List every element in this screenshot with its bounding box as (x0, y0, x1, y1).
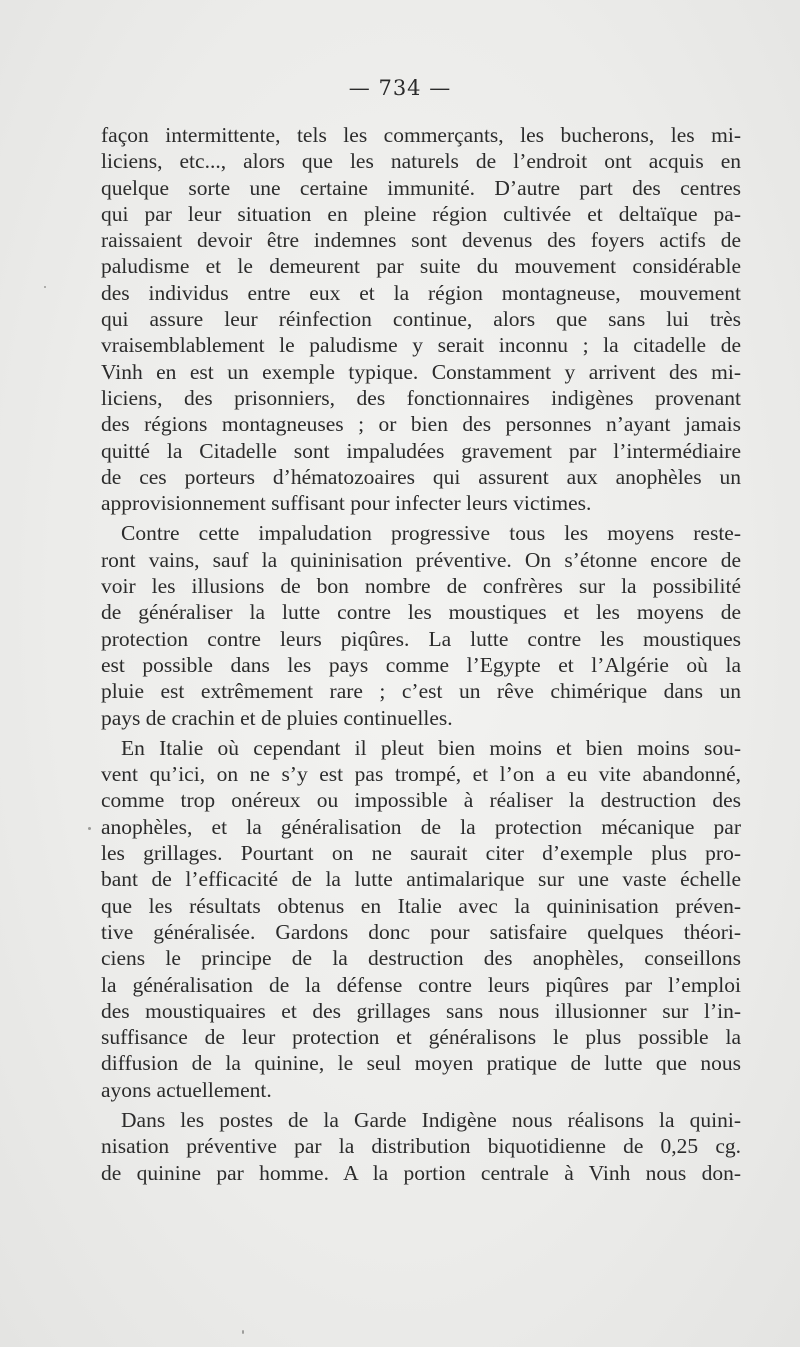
text-line: les grillages. Pourtant on ne saurait citer d’exemple plus pro- (101, 841, 741, 866)
text-line: des individus entre eux et la région montagneuse, mouvement (101, 280, 741, 305)
text-line: nisation préventive par la distribution biquotidienne de 0,25 cg. (101, 1134, 741, 1159)
text-line: protection contre leurs piqûres. La lutte contre les moustiques (101, 626, 741, 651)
text-line: tive généralisée. Gardons donc pour satisfaire quelques théori- (101, 919, 741, 944)
text-line: En Italie où cependant il pleut bien moins et bien moins sou- (121, 735, 741, 760)
text-line: vent qu’ici, on ne s’y est pas trompé, et l’on a eu vite abandonné, (101, 762, 741, 787)
text-line: raissaient devoir être indemnes sont devenus des foyers actifs de (101, 228, 741, 253)
paragraph (101, 735, 741, 1103)
text-line: pluie est extrêmement rare ; c’est un rêve chimérique dans un (101, 679, 741, 704)
text-line: bant de l’efficacité de la lutte antimalarique sur une vaste échelle (101, 867, 741, 892)
text-line: Vinh en est un exemple typique. Constamment y arrivent des mi- (101, 359, 741, 384)
paragraph (101, 520, 741, 730)
text-line: de quinine par homme. A la portion centrale à Vinh nous don- (101, 1160, 741, 1185)
text-line: Dans les postes de la Garde Indigène nous réalisons la quini- (121, 1107, 741, 1132)
text-line: la généralisation de la défense contre leurs piqûres par l’emploi (101, 972, 741, 997)
text-line: anophèles, et la généralisation de la protection mécanique par (101, 814, 741, 839)
text-line: pays de crachin et de pluies continuelles. (101, 705, 453, 730)
text-line: diffusion de la quinine, le seul moyen pratique de lutte que nous (101, 1051, 741, 1076)
page-number: — 734 — (348, 76, 452, 100)
text-line: que les résultats obtenus en Italie avec la quininisation préven- (101, 893, 741, 918)
text-line: est possible dans les pays comme l’Egypte et l’Algérie où la (101, 652, 741, 677)
ink-speck (88, 827, 91, 830)
paragraph (101, 1107, 741, 1186)
body-text (101, 122, 741, 1186)
text-line: qui assure leur réinfection continue, alors que sans lui très (101, 307, 741, 332)
text-line: façon intermittente, tels les commerçants, les bucherons, les mi- (101, 123, 741, 147)
text-line: ront vains, sauf la quininisation préventive. On s’étonne encore de (101, 547, 741, 572)
text-line: de généraliser la lutte contre les moustiques et les moyens de (101, 600, 741, 625)
text-line: de ces porteurs d’hématozoaires qui assurent aux anophèles un (101, 464, 741, 489)
text-line: des régions montagneuses ; or bien des personnes n’ayant jamais (101, 412, 741, 437)
text-line: ciens le principe de la destruction des anophèles, conseillons (101, 946, 741, 971)
text-line: liciens, etc..., alors que les naturels de l’endroit ont acquis en (101, 149, 741, 174)
text-line: paludisme et le demeurent par suite du mouvement considérable (101, 254, 741, 279)
paragraph (101, 122, 741, 516)
ink-speck (44, 286, 46, 288)
text-line: quitté la Citadelle sont impaludées gravement par l’intermédiaire (101, 438, 741, 463)
text-line: ayons actuellement. (101, 1077, 272, 1102)
text-line: quelque sorte une certaine immunité. D’autre part des centres (101, 175, 741, 200)
text-line: approvisionnement suffisant pour infecter leurs victimes. (101, 491, 592, 516)
text-line: comme trop onéreux ou impossible à réaliser la destruction des (101, 788, 741, 813)
text-line: qui par leur situation en pleine région cultivée et deltaïque pa- (101, 201, 741, 226)
text-line: des moustiquaires et des grillages sans nous illusionner sur l’in- (101, 998, 741, 1023)
text-line: suffisance de leur protection et généralisons le plus possible la (101, 1025, 741, 1050)
ink-speck (242, 1330, 244, 1334)
text-line: voir les illusions de bon nombre de confrères sur la possibilité (101, 574, 741, 599)
text-line: liciens, des prisonniers, des fonctionnaires indigènes provenant (101, 385, 741, 410)
text-line: Contre cette impaludation progressive tous les moyens reste- (121, 521, 741, 546)
text-line: vraisemblablement le paludisme y serait inconnu ; la citadelle de (101, 333, 741, 358)
